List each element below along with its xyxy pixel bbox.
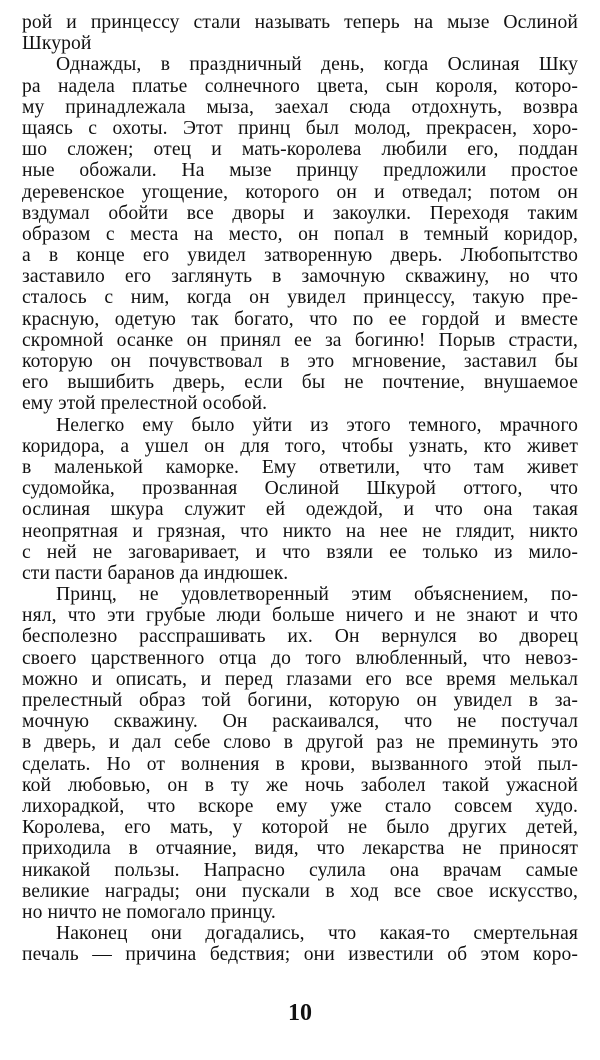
text-line: прелестный образ той богини, которую он увидел в за-: [22, 690, 578, 711]
text-line: заставило его заглянуть в замочную скважину, но что: [22, 266, 578, 288]
text-line: сталось с ним, когда он увидел принцессу, такую пре-: [22, 287, 578, 309]
paragraph: [22, 415, 578, 585]
text-line: коридора, а ушел он для того, чтобы узнать, кто живет: [22, 435, 578, 457]
text-line: судомойка, прозванная Ослиной Шкурой оттого, что: [22, 478, 578, 500]
text-line: в маленькой каморке. Ему ответили, что там живет: [22, 456, 578, 478]
text-line: шо сложен; отец и мать-королева любили его, поддан: [22, 139, 578, 161]
text-line: можно и описать, и перед глазами его все время мелькал: [22, 668, 578, 690]
text-line: ослиная шкура служит ей одеждой, и что она такая: [22, 499, 578, 521]
text-body: [22, 12, 578, 965]
text-line: бесполезно расспрашивать их. Он вернулся во дворец: [22, 626, 578, 648]
book-page: [22, 12, 578, 1052]
paragraph: [22, 584, 578, 923]
paragraph: [22, 12, 578, 54]
text-line: сделать. Но от волнения в крови, вызванного этой пыл-: [22, 753, 578, 775]
text-line: в дверь, и дал себе слово в другой раз не преминуть это: [22, 732, 578, 754]
paragraph: [22, 923, 578, 965]
text-line: великие награды; они пускали в ход все свое искусство,: [22, 880, 578, 902]
text-line: своего царственного отца до того влюбленный, что невоз-: [22, 647, 578, 669]
text-line: щаясь с охоты. Этот принц был молод, прекрасен, хоро-: [22, 117, 578, 139]
text-line: Принц, не удовлетворенный этим объяснением, по-: [56, 584, 578, 606]
text-line: ные обожали. На мызе принцу предложили простое: [22, 160, 578, 182]
page-number: 10: [288, 1000, 312, 1026]
text-line: Королева, его мать, у которой не было других детей,: [22, 817, 578, 839]
text-line: вздумал обойти все дворы и закоулки. Переходя таким: [22, 202, 578, 224]
text-line: неопрятная и грязная, что никто на нее не глядит, никто: [22, 520, 578, 542]
text-line: кой любовью, он в ту же ночь заболел такой ужасной: [22, 774, 578, 796]
text-line: мочную скважину. Он раскаивался, что не постучал: [22, 711, 578, 733]
text-line: приходила в отчаяние, видя, что лекарства не приносят: [22, 838, 578, 860]
text-line: му принадлежала мыза, заехал сюда отдохнуть, возвра: [22, 96, 578, 118]
text-line: скромной осанке он принял ее за богиню! Порыв страсти,: [22, 329, 578, 351]
text-line: рой и принцессу стали называть теперь на мызе Ослиной: [22, 12, 578, 33]
text-line: Однажды, в праздничный день, когда Ослиная Шку: [56, 54, 578, 76]
text-line: сти пасти баранов да индюшек.: [22, 562, 289, 584]
paragraph: [22, 54, 578, 414]
text-line: ра надела платье солнечного цвета, сын короля, которо-: [22, 75, 578, 97]
text-line: Нелегко ему было уйти из этого темного, мрачного: [56, 414, 578, 436]
text-line: нял, что эти грубые люди больше ничего и не знают и что: [22, 605, 578, 627]
text-line: образом с места на место, он попал в темный коридор,: [22, 223, 578, 245]
text-line: а в конце его увидел затворенную дверь. Любопытство: [22, 245, 578, 267]
text-line: его вышибить дверь, если бы не почтение, внушаемое: [22, 372, 578, 394]
text-line: печаль — причина бедствия; они известили об этом коро-: [22, 944, 578, 966]
text-line: которую он почувствовал в это мгновение, заставил бы: [22, 351, 578, 372]
text-line: красную, одетую так богато, что по ее гордой и вместе: [22, 308, 578, 330]
text-line: Наконец они догадались, что какая-то смертельная: [56, 923, 578, 945]
text-line: но ничто не помогало принцу.: [22, 901, 276, 923]
text-line: лихорадкой, что вскоре ему уже стало совсем худо.: [22, 795, 578, 817]
text-line: ему этой прелестной особой.: [22, 393, 268, 415]
text-line: никакой пользы. Напрасно сулила она врачам самые: [22, 859, 578, 881]
text-line: Шкурой: [22, 33, 92, 55]
text-line: деревенское угощение, которого он и отведал; потом он: [22, 181, 578, 203]
text-line: с ней не заговаривает, и что взяли ее только из мило-: [22, 541, 578, 563]
